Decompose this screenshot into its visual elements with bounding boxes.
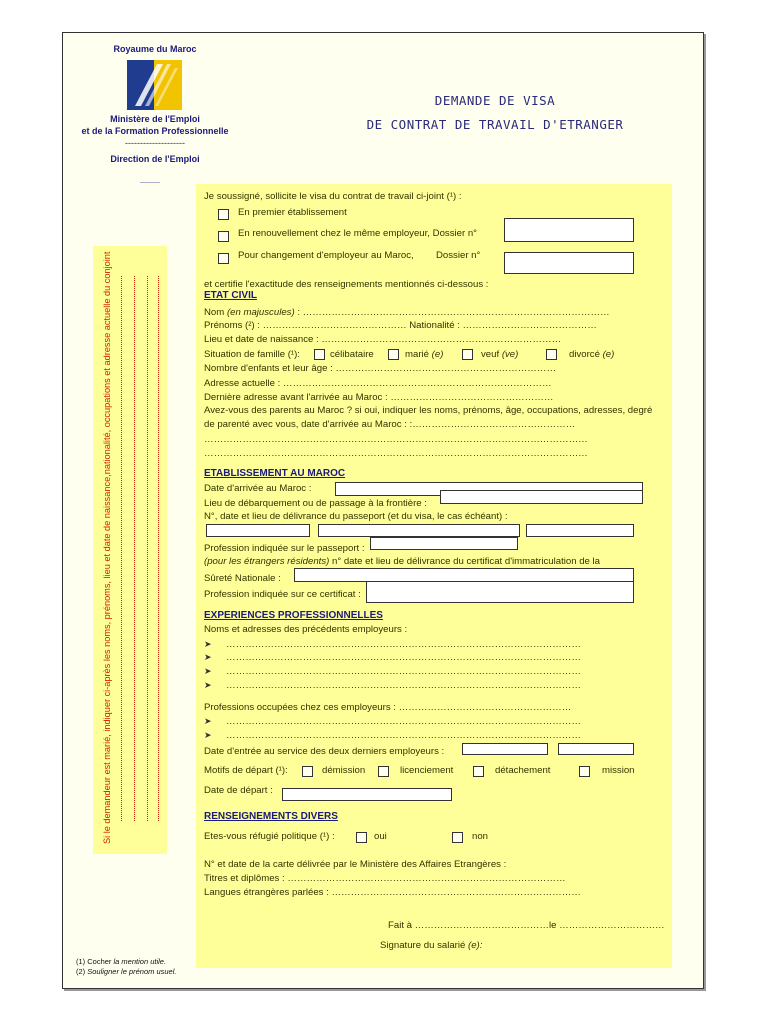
divorce-label [569,349,614,360]
passeport-label: N°, date et lieu de délivrance du passeport (et du visa, le cas échéant) : [204,511,508,522]
employeur-line-4[interactable]: ………………………………………………………………………………………………… [226,680,581,691]
profession-passeport-input[interactable] [370,537,518,550]
celibataire-label: célibataire [330,349,374,360]
depart-label: Date de départ : [204,785,273,796]
non-label: non [472,831,489,842]
employeur-arrow-icon: ➤ [204,680,212,690]
profession-certificat-label: Profession indiquée sur ce certificat : [204,589,361,600]
footnote-2 [76,967,176,976]
titres-field[interactable]: Titres et diplômes : …………………………………………………………………………… [204,873,566,884]
employeur-arrow-icon: ➤ [204,666,212,676]
surete-input[interactable] [294,568,634,582]
passeport-lieu-input[interactable] [526,524,634,537]
spouse-line-2 [134,276,136,821]
footnote-1 [76,957,166,966]
depart-input[interactable] [282,788,452,801]
parents-question-line2[interactable]: de parenté avec vous, date d'arrivée au Maroc : :…………………………………………… [204,419,576,430]
marie-label [405,349,443,360]
profession-arrow-icon: ➤ [204,730,212,740]
header-rule: ____ [139,174,161,184]
footnote-2-num: (2) [76,967,88,976]
divorce-text: divorcé [569,349,600,360]
solicit-text: Je soussigné, sollicite le visa du contrat de travail ci-joint (¹) : [204,191,462,202]
ministry-line1: Ministère de l'Emploi [110,114,200,124]
option-changement-label: Pour changement d'employeur au Maroc, [238,250,414,261]
employeurs-label: Noms et adresses des précédents employeurs : [204,624,408,635]
marie-checkbox[interactable] [388,349,399,360]
adresse-field[interactable]: Adresse actuelle : ………………………………………………………………………… [204,378,552,389]
spouse-line-3 [147,276,149,821]
licenciement-checkbox[interactable] [378,766,389,777]
professions-field[interactable]: Professions occupées chez ces employeurs : ……………………………………………… [204,702,572,713]
employeur-arrow-icon: ➤ [204,639,212,649]
profession-line-2[interactable]: ………………………………………………………………………………………………… [226,730,581,741]
veuf-label [481,349,518,360]
enfants-field[interactable]: Nombre d'enfants et leur âge : …………………………………………………………… [204,363,557,374]
divorce-suffix: (e) [602,349,615,360]
etat-civil-heading: ETAT CIVIL [204,290,257,301]
kingdom-label: Royaume du Maroc [113,44,197,54]
marie-suffix: (e) [431,349,444,360]
spouse-instructions: Si le demandeur est marié, indiquer ci-après les noms, prénoms, lieu et date de naissance,nationalité, occupations et adresse actuelle du conjoint [102,251,112,844]
mission-label: mission [602,765,635,776]
licenciement-label: licenciement [400,765,454,776]
passeport-date-input[interactable] [318,524,520,537]
oui-checkbox[interactable] [356,832,367,843]
signature-suffix: (e): [468,940,483,951]
fait-a-field[interactable]: Fait à ……………………………………le …………………………… [388,920,665,931]
parents-dots-2[interactable]: ………………………………………………………………………………………………………… [204,448,588,459]
situation-label: Situation de famille (¹): [204,349,300,360]
residents-text [204,556,600,567]
divorce-checkbox[interactable] [546,349,557,360]
title-line1: DEMANDE DE VISA [434,93,556,108]
veuf-suffix: (ve) [501,349,519,360]
parents-dots-1[interactable]: ………………………………………………………………………………………………………… [204,434,588,445]
employeur-line-3[interactable]: ………………………………………………………………………………………………… [226,666,581,677]
surete-label: Sûreté Nationale : [204,573,281,584]
etablissement-heading: ETABLISSEMENT AU MAROC [204,468,346,479]
footnote-1-num: (1) Cocher [76,957,114,966]
arrivee-label: Date d'arrivée au Maroc : [204,483,312,494]
option-premier-checkbox[interactable] [218,209,229,220]
option-premier-label: En premier établissement [238,207,347,218]
footnote-2-text: Souligner le prénom usuel. [87,967,177,976]
ministry-line2: et de la Formation Professionnelle [81,126,229,136]
entree-label: Date d'entrée au service des deux derniers employeurs : [204,746,445,757]
veuf-checkbox[interactable] [462,349,473,360]
spouse-line-1 [121,276,123,821]
detachement-checkbox[interactable] [473,766,484,777]
mission-checkbox[interactable] [579,766,590,777]
derniere-adresse-field[interactable]: Dernière adresse avant l'arrivée au Maroc : …………………………………………… [204,392,554,403]
demission-checkbox[interactable] [302,766,313,777]
nom-dots: : …………………………………………………………………………………… [294,307,610,318]
employeur-arrow-icon: ➤ [204,652,212,662]
marie-text: marié [405,349,429,360]
signature-text: Signature du salarié [380,940,468,951]
option-renouvellement-label: En renouvellement chez le même employeur, Dossier n° [238,228,477,239]
certify-text: et certifie l'exactitude des renseignements mentionnés ci-dessous : [204,279,489,290]
debarquement-label: Lieu de débarquement ou de passage à la frontière : [204,498,427,509]
veuf-text: veuf [481,349,500,360]
nom-field[interactable] [204,307,610,318]
option-changement-dossier-label: Dossier n° [436,250,481,261]
option-changement-checkbox[interactable] [218,253,229,264]
non-checkbox[interactable] [452,832,463,843]
residents-rest: n° date et lieu de délivrance du certificat d'immatriculation de la [329,556,601,567]
footnote-1-text: la mention utile. [113,957,167,966]
dossier-changement-input[interactable] [504,252,634,274]
nom-label: Nom [204,307,225,318]
direction-label: Direction de l'Emploi [110,154,200,164]
dossier-renouvellement-input[interactable] [504,218,634,242]
celibataire-checkbox[interactable] [314,349,325,360]
profession-passeport-label: Profession indiquée sur le passeport : [204,543,365,554]
prenoms-field[interactable]: Prénoms (²) : ……………………………………… Nationalité : …………………………………… [204,320,597,331]
entree-input-1[interactable] [462,743,548,755]
oui-label: oui [374,831,387,842]
debarquement-input[interactable] [440,490,643,504]
entree-input-2[interactable] [558,743,634,755]
employeur-line-2[interactable]: ………………………………………………………………………………………………… [226,652,581,663]
signature-label [380,940,482,951]
option-renouvellement-checkbox[interactable] [218,231,229,242]
header-separator: -------------------- [125,138,185,148]
lieu-date-naissance-field[interactable]: Lieu et date de naissance : ………………………………………………………………… [204,334,562,345]
detachement-label: détachement [495,765,551,776]
refugie-label: Etes-vous réfugié politique (¹) : [204,831,335,842]
nom-hint: (en majuscules) [226,307,295,318]
demission-label: démission [322,765,366,776]
profession-line-1[interactable]: ………………………………………………………………………………………………… [226,716,581,727]
profession-arrow-icon: ➤ [204,716,212,726]
employeur-line-1[interactable]: ………………………………………………………………………………………………… [226,639,581,650]
title-line2: DE CONTRAT DE TRAVAIL D'ETRANGER [366,117,624,132]
langues-field[interactable]: Langues étrangères parlées : …………………………………………………………………… [204,887,581,898]
residents-hint: (pour les étrangers résidents) [204,556,330,567]
carte-field[interactable]: N° et date de la carte délivrée par le Ministère des Affaires Etrangères : [204,859,507,870]
passeport-numero-input[interactable] [206,524,310,537]
ministry-logo [127,60,182,110]
parents-question-line1: Avez-vous des parents au Maroc ? si oui, indiquer les noms, prénoms, âge, occupations, adresses, degré [204,405,653,416]
motifs-label: Motifs de départ (¹): [204,765,288,776]
divers-heading: RENSEIGNEMENTS DIVERS [204,811,338,822]
experiences-heading: EXPERIENCES PROFESSIONNELLES [204,610,383,621]
spouse-line-4 [158,276,160,821]
profession-certificat-input[interactable] [366,581,634,603]
